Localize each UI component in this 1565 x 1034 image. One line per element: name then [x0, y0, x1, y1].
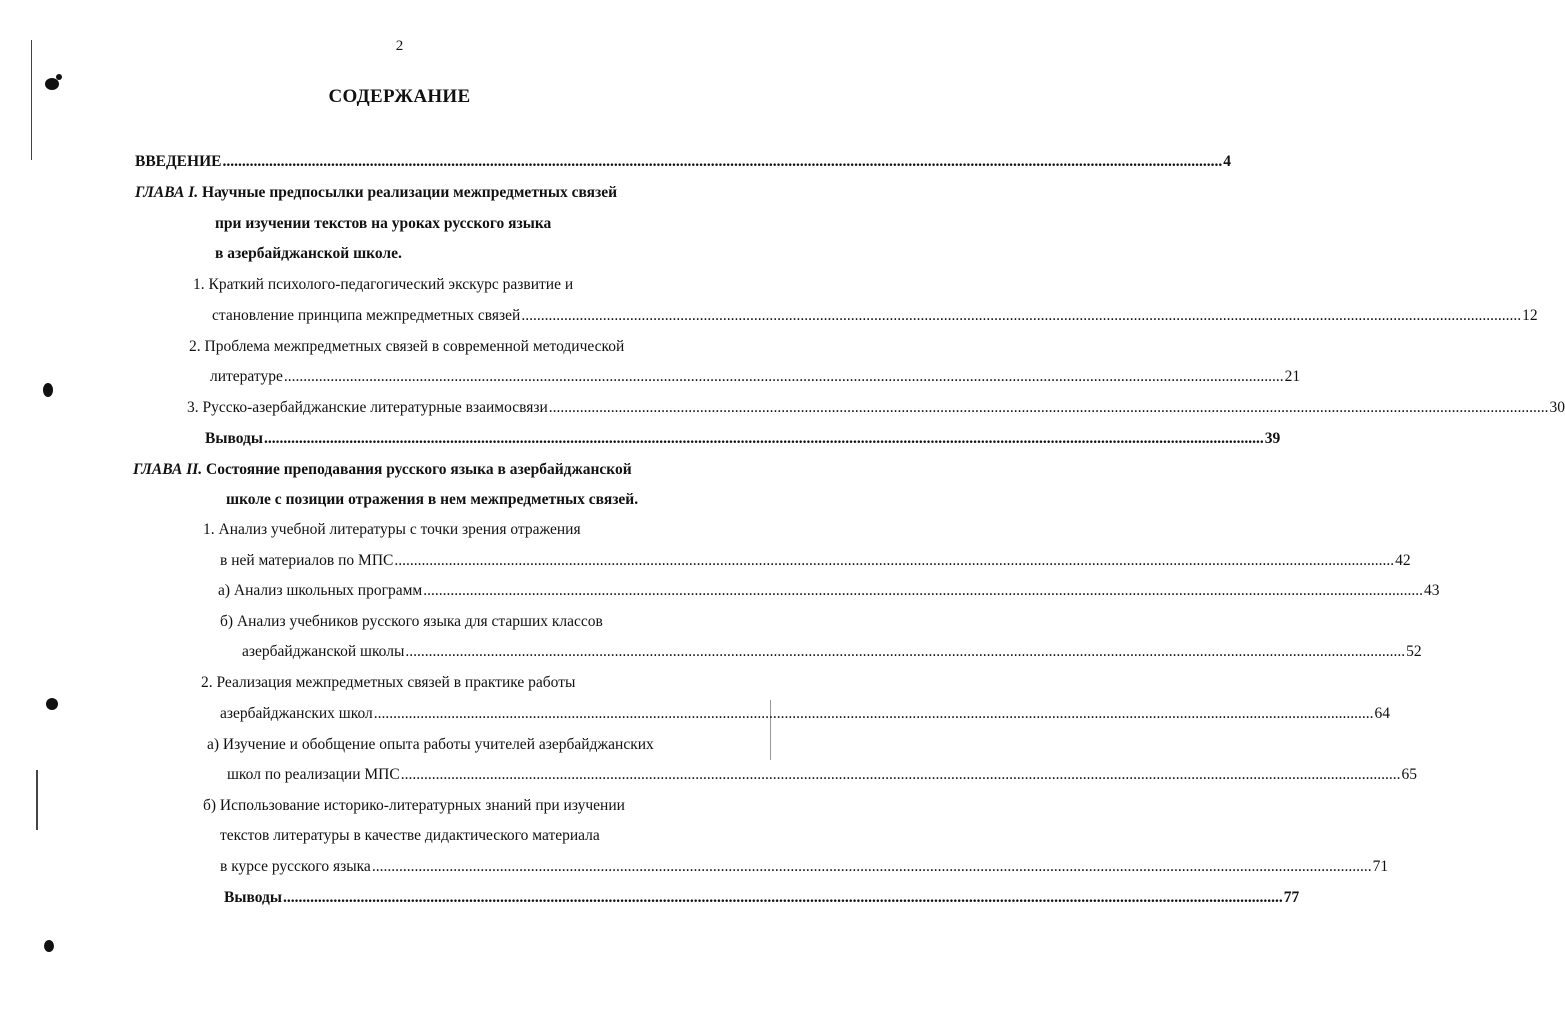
toc-section-line: 2. Реализация межпредметных связей в практике работы — [201, 674, 576, 691]
toc-section-line: а) Изучение и обобщение опыта работы учителей азербайджанских — [207, 736, 654, 753]
toc-entry-text: Выводы — [224, 889, 282, 906]
chapter-label: ГЛАВА I. — [135, 184, 199, 201]
toc-page-number: 12 — [1522, 307, 1538, 324]
toc-section-line: б) Использование историко-литературных знаний при изучении — [203, 797, 625, 814]
toc-entry-text: азербайджанской школы — [242, 643, 405, 660]
toc-entry-section-1-3[interactable] — [187, 398, 1565, 418]
dot-leader: .................................................................................................................................................................................................................................................................. — [373, 705, 1374, 722]
toc-entry-text: 3. Русско-азербайджанские литературные взаимосвязи — [187, 399, 548, 416]
toc-entry-text: литературе — [210, 368, 283, 385]
toc-page-number: 30 — [1549, 399, 1565, 416]
toc-entry-text: в ней материалов по МПС — [220, 552, 394, 569]
toc-entry-section-2-1a[interactable] — [218, 581, 1440, 601]
toc-page-number: 39 — [1264, 430, 1281, 447]
toc-page-number: 77 — [1283, 889, 1300, 906]
toc-page-number: 43 — [1423, 582, 1440, 599]
dot-leader: .................................................................................................................................................................................................................................................................. — [222, 153, 1223, 170]
toc-entry-section-2-1[interactable] — [220, 551, 1411, 571]
toc-entry-conclusions-2[interactable] — [224, 888, 1300, 908]
scan-speck — [46, 698, 58, 710]
chapter-title-line: в азербайджанской школе. — [215, 245, 402, 262]
toc-entry-text: в курсе русского языка — [220, 858, 371, 875]
dot-leader: .................................................................................................................................................................................................................................................................. — [423, 582, 1423, 599]
toc-section-line: 1. Анализ учебной литературы с точки зрения отражения — [203, 521, 581, 538]
toc-section-line: б) Анализ учебников русского языка для старших классов — [220, 613, 603, 630]
toc-entry-conclusions-1[interactable] — [205, 429, 1281, 449]
toc-page-number: 64 — [1374, 705, 1391, 722]
toc-page-number: 4 — [1223, 153, 1231, 170]
toc-entry-section-2-2[interactable] — [220, 704, 1391, 724]
toc-entry-text: школ по реализации МПС — [227, 766, 400, 783]
scan-speck — [43, 383, 53, 397]
toc-chapter-1[interactable] — [135, 183, 617, 203]
toc-page-number: 71 — [1372, 858, 1389, 875]
toc-section-line: текстов литературы в качестве дидактического материала — [220, 827, 600, 844]
dot-leader: .................................................................................................................................................................................................................................................................. — [405, 643, 1406, 660]
toc-entry-section-1-2[interactable] — [210, 367, 1301, 387]
toc-page-number: 21 — [1284, 368, 1301, 385]
toc-page-number: 65 — [1401, 766, 1417, 783]
chapter-title-line: при изучении текстов на уроках русского языка — [215, 215, 552, 232]
page-number: 2 — [395, 38, 404, 54]
dot-leader: .................................................................................................................................................................................................................................................................. — [263, 430, 1264, 447]
dot-leader: .................................................................................................................................................................................................................................................................. — [521, 307, 1522, 324]
toc-entry-text: Выводы — [205, 430, 263, 447]
chapter-title-line: Научные предпосылки реализации межпредметных связей — [202, 184, 618, 201]
toc-entry-text: ВВЕДЕНИЕ — [135, 153, 222, 170]
page-title: СОДЕРЖАНИЕ — [328, 86, 471, 107]
toc-entry-section-2-1b[interactable] — [242, 642, 1422, 662]
dot-leader: .................................................................................................................................................................................................................................................................. — [548, 399, 1549, 416]
dot-leader: .................................................................................................................................................................................................................................................................. — [282, 889, 1283, 906]
toc-entry-text: а) Анализ школьных программ — [218, 582, 423, 599]
chapter-title-line: Состояние преподавания русского языка в азербайджанской — [206, 461, 632, 478]
toc-entry-text: становление принципа межпредметных связей — [212, 307, 521, 324]
scan-edge-line — [36, 770, 38, 830]
toc-section-line: 1. Краткий психолого-педагогический экскурс развитие и — [193, 276, 574, 293]
scan-speck — [44, 940, 54, 952]
toc-entry-section-1-1[interactable] — [212, 306, 1538, 326]
toc-section-line: 2. Проблема межпредметных связей в современной методической — [189, 338, 625, 355]
scan-speck — [56, 74, 62, 80]
dot-leader: .................................................................................................................................................................................................................................................................. — [400, 766, 1401, 783]
dot-leader: .................................................................................................................................................................................................................................................................. — [371, 858, 1372, 875]
dot-leader: .................................................................................................................................................................................................................................................................. — [283, 368, 1284, 385]
toc-chapter-2[interactable] — [133, 460, 632, 480]
chapter-title-line: школе с позиции отражения в нем межпредметных связей. — [226, 491, 639, 508]
toc-entry-section-2-2b[interactable] — [220, 857, 1389, 877]
toc-entry-section-2-2a[interactable] — [227, 765, 1417, 785]
toc-page-number: 42 — [1395, 552, 1411, 569]
toc-entry-introduction[interactable] — [135, 152, 1231, 172]
toc-entry-text: азербайджанских школ — [220, 705, 373, 722]
dot-leader: .................................................................................................................................................................................................................................................................. — [394, 552, 1395, 569]
toc-page-number: 52 — [1406, 643, 1422, 660]
chapter-label: ГЛАВА II. — [133, 461, 203, 478]
